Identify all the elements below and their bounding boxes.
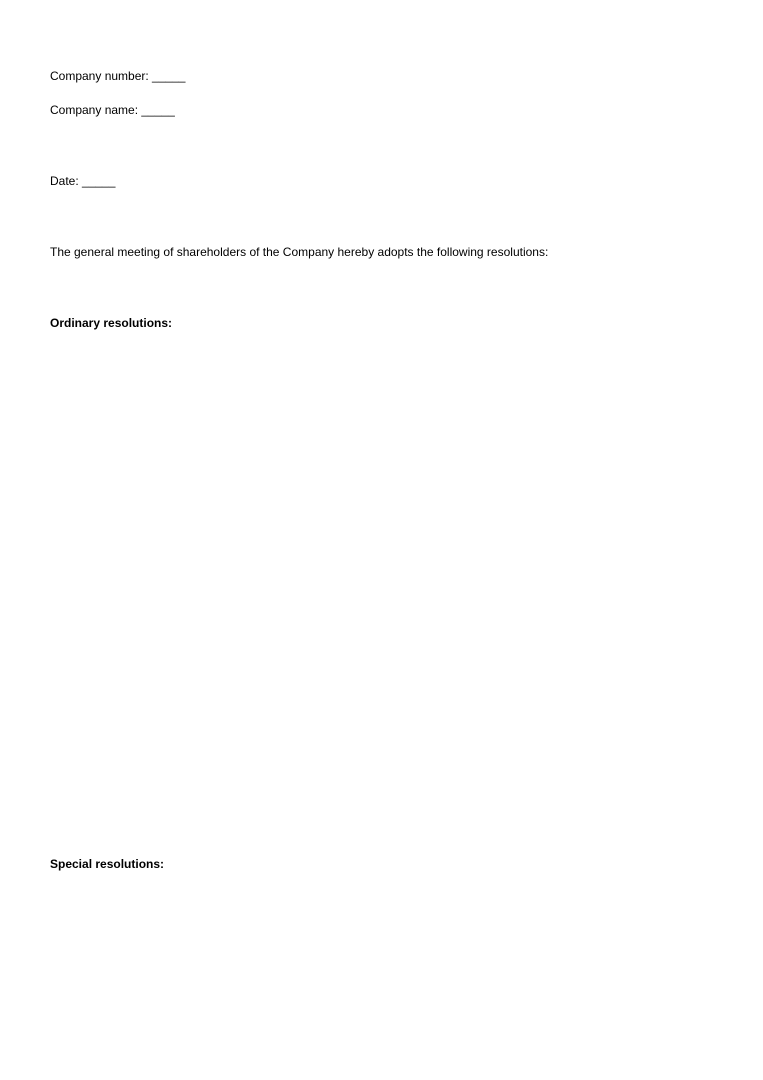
- intro-paragraph: The general meeting of shareholders of the Company hereby adopts the following resolutions:: [50, 245, 549, 259]
- company-name-line: Company name: _____: [50, 103, 175, 117]
- special-resolutions-heading: Special resolutions:: [50, 857, 165, 871]
- company-number-line: Company number: _____: [50, 69, 186, 83]
- ordinary-resolutions-heading: Ordinary resolutions:: [50, 316, 173, 330]
- date-line: Date: _____: [50, 174, 116, 188]
